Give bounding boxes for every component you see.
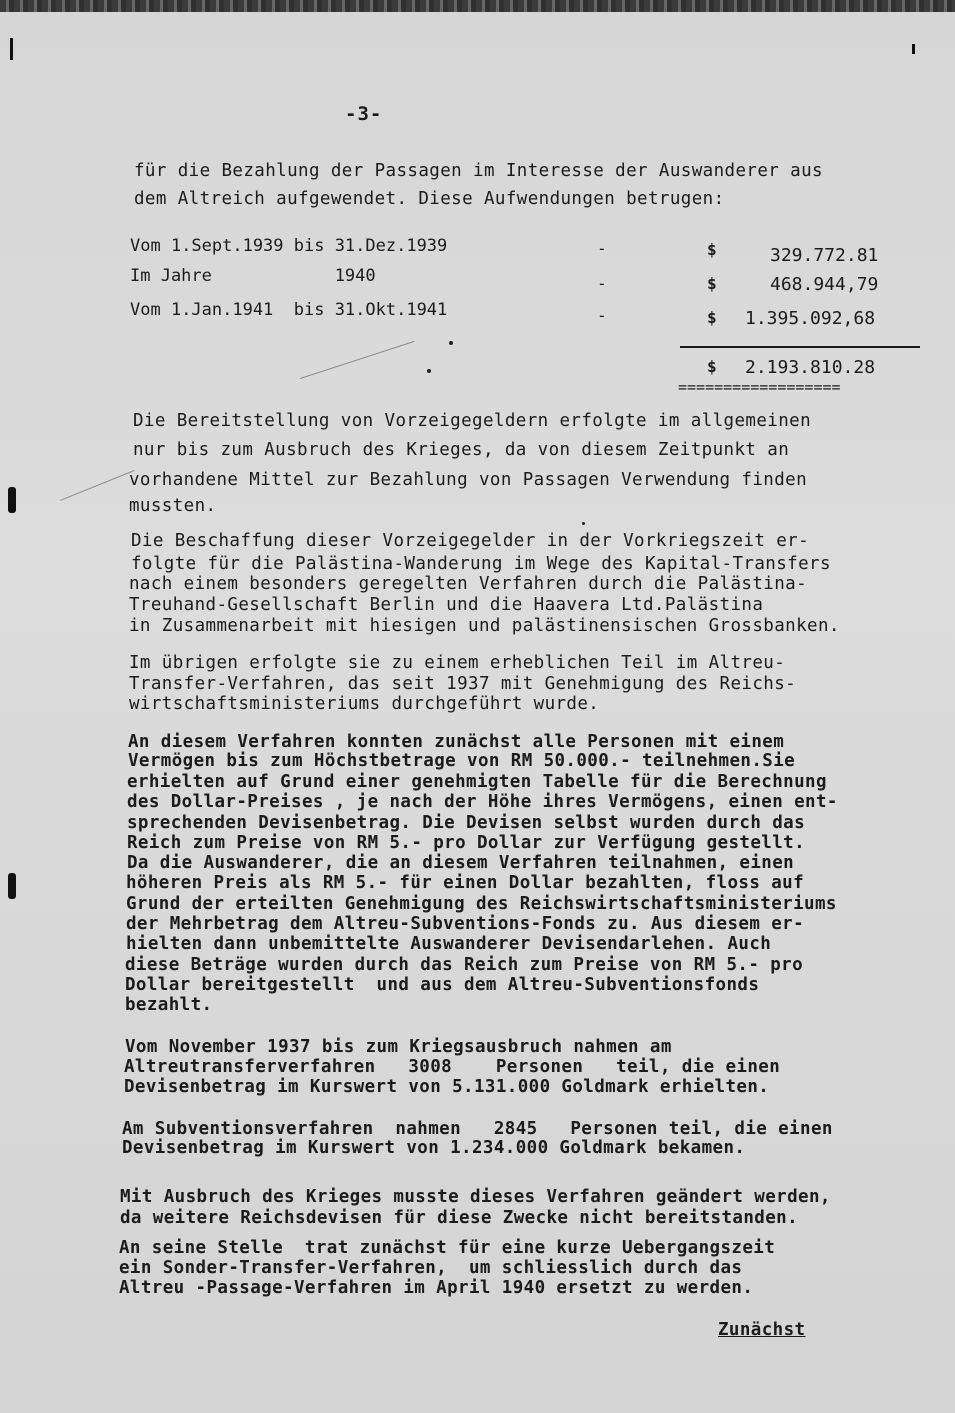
paragraph-line: sprechenden Devisenbetrag. Die Devisen selbst wurden durch das bbox=[127, 813, 806, 833]
paragraph-line: der Mehrbetrag dem Altreu-Subventions-Fonds zu. Aus diesem er- bbox=[126, 914, 805, 934]
paragraph-line: ein Sonder-Transfer-Verfahren, um schliesslich durch das bbox=[119, 1258, 743, 1278]
paragraph-line: An seine Stelle trat zunächst für eine kurze Uebergangszeit bbox=[119, 1238, 776, 1258]
paragraph-line: folgte für die Palästina-Wanderung im Wege des Kapital-Transfers bbox=[131, 554, 831, 574]
margin-mark bbox=[912, 44, 915, 54]
paragraph-line: An diesem Verfahren konnten zunächst alle Personen mit einem bbox=[128, 732, 785, 752]
paragraph-line: nach einem besonders geregelten Verfahren durch die Palästina- bbox=[129, 574, 808, 594]
paragraph-line: Altreutransferverfahren 3008 Personen teil, die einen bbox=[124, 1057, 781, 1077]
catchword: Zunächst bbox=[718, 1320, 806, 1340]
scan-speck bbox=[449, 341, 453, 345]
paragraph-line: wirtschaftsministeriums durchgeführt wurde. bbox=[129, 694, 600, 714]
paragraph-line: höheren Preis als RM 5.- für einen Dollar bezahlten, floss auf bbox=[126, 873, 805, 893]
paragraph-line: Altreu -Passage-Verfahren im April 1940 ersetzt zu werden. bbox=[119, 1278, 754, 1298]
dollar-sign: $ bbox=[707, 274, 717, 293]
paragraph-line: Mit Ausbruch des Krieges musste dieses Verfahren geändert werden, bbox=[120, 1187, 831, 1207]
expense-period: Vom 1.Sept.1939 bis 31.Dez.1939 bbox=[130, 236, 448, 256]
paragraph-line: erhielten auf Grund einer genehmigten Tabelle für die Berechnung bbox=[127, 772, 827, 792]
paragraph-line: Devisenbetrag im Kurswert von 5.131.000 Goldmark erhielten. bbox=[124, 1077, 770, 1097]
paragraph-line: da weitere Reichsdevisen für diese Zwecke nicht bereitstanden. bbox=[120, 1208, 799, 1228]
expense-amount: 1.395.092,68 bbox=[745, 308, 876, 329]
paragraph-line: Die Bereitstellung von Vorzeigegeldern erfolgte im allgemeinen bbox=[133, 411, 812, 431]
page-number: -3- bbox=[345, 103, 383, 125]
scan-speck bbox=[427, 369, 431, 373]
expense-amount: 329.772.81 bbox=[770, 245, 879, 266]
expense-dash: - bbox=[597, 239, 607, 258]
expense-amount: 468.944,79 bbox=[770, 274, 879, 295]
expense-period: Im Jahre 1940 bbox=[130, 266, 376, 286]
scan-top-edge bbox=[0, 0, 955, 12]
paragraph-line: diese Beträge wurden durch das Reich zum Preise von RM 5.- pro bbox=[125, 955, 804, 975]
dollar-sign: $ bbox=[707, 308, 717, 327]
paragraph-line: mussten. bbox=[129, 496, 217, 516]
paragraph-line: Am Subventionsverfahren nahmen 2845 Personen teil, die einen bbox=[122, 1119, 833, 1139]
paragraph-line: vorhandene Mittel zur Bezahlung von Passagen Verwendung finden bbox=[129, 470, 808, 490]
scan-line bbox=[60, 470, 135, 501]
intro-line: für die Bezahlung der Passagen im Interesse der Auswanderer aus bbox=[134, 161, 823, 181]
paragraph-line: Da die Auswanderer, die an diesem Verfahren teilnahmen, einen bbox=[127, 853, 795, 873]
paragraph-line: des Dollar-Preises , je nach der Höhe ihres Vermögens, einen ent- bbox=[127, 792, 838, 812]
paragraph-line: hielten dann unbemittelte Auswanderer Devisendarlehen. Auch bbox=[126, 934, 772, 954]
paragraph-line: Treuhand-Gesellschaft Berlin und die Haavera Ltd.Palästina bbox=[129, 595, 764, 615]
paragraph-line: nur bis zum Ausbruch des Krieges, da von diesem Zeitpunkt an bbox=[133, 440, 790, 460]
paragraph-line: Vermögen bis zum Höchstbetrage von RM 50.000.- teilnehmen.Sie bbox=[128, 751, 796, 771]
paragraph-line: Vom November 1937 bis zum Kriegsausbruch nahmen am bbox=[125, 1037, 672, 1057]
dollar-sign: $ bbox=[707, 357, 717, 376]
paragraph-line: Die Beschaffung dieser Vorzeigegelder in der Vorkriegszeit er- bbox=[131, 531, 810, 551]
scan-speck bbox=[582, 522, 585, 525]
paragraph-line: in Zusammenarbeit mit hiesigen und palästinensischen Grossbanken. bbox=[129, 616, 840, 636]
expense-dash: - bbox=[597, 274, 607, 293]
paragraph-line: Devisenbetrag im Kurswert von 1.234.000 Goldmark bekamen. bbox=[122, 1138, 746, 1158]
punch-hole-mark bbox=[8, 487, 16, 513]
intro-line: dem Altreich aufgewendet. Diese Aufwendungen betrugen: bbox=[134, 189, 725, 209]
margin-mark bbox=[10, 38, 13, 60]
paragraph-line: Grund der erteilten Genehmigung des Reichswirtschaftsministeriums bbox=[126, 894, 837, 914]
punch-hole-mark bbox=[8, 873, 16, 899]
total-double-rule: ================== bbox=[678, 378, 841, 396]
total-amount: 2.193.810.28 bbox=[745, 357, 876, 378]
scan-line bbox=[300, 341, 414, 379]
paragraph-line: Dollar bereitgestellt und aus dem Altreu-Subventionsfonds bbox=[125, 975, 760, 995]
expense-period: Vom 1.Jan.1941 bis 31.Okt.1941 bbox=[130, 300, 448, 320]
paragraph-line: Reich zum Preise von RM 5.- pro Dollar zur Verfügung gestellt. bbox=[127, 833, 806, 853]
dollar-sign: $ bbox=[707, 240, 717, 259]
paragraph-line: Transfer-Verfahren, das seit 1937 mit Genehmigung des Reichs- bbox=[129, 674, 797, 694]
sum-rule bbox=[680, 346, 920, 348]
paragraph-line: bezahlt. bbox=[125, 995, 213, 1015]
expense-dash: - bbox=[597, 306, 607, 325]
paragraph-line: Im übrigen erfolgte sie zu einem erheblichen Teil im Altreu- bbox=[129, 653, 786, 673]
